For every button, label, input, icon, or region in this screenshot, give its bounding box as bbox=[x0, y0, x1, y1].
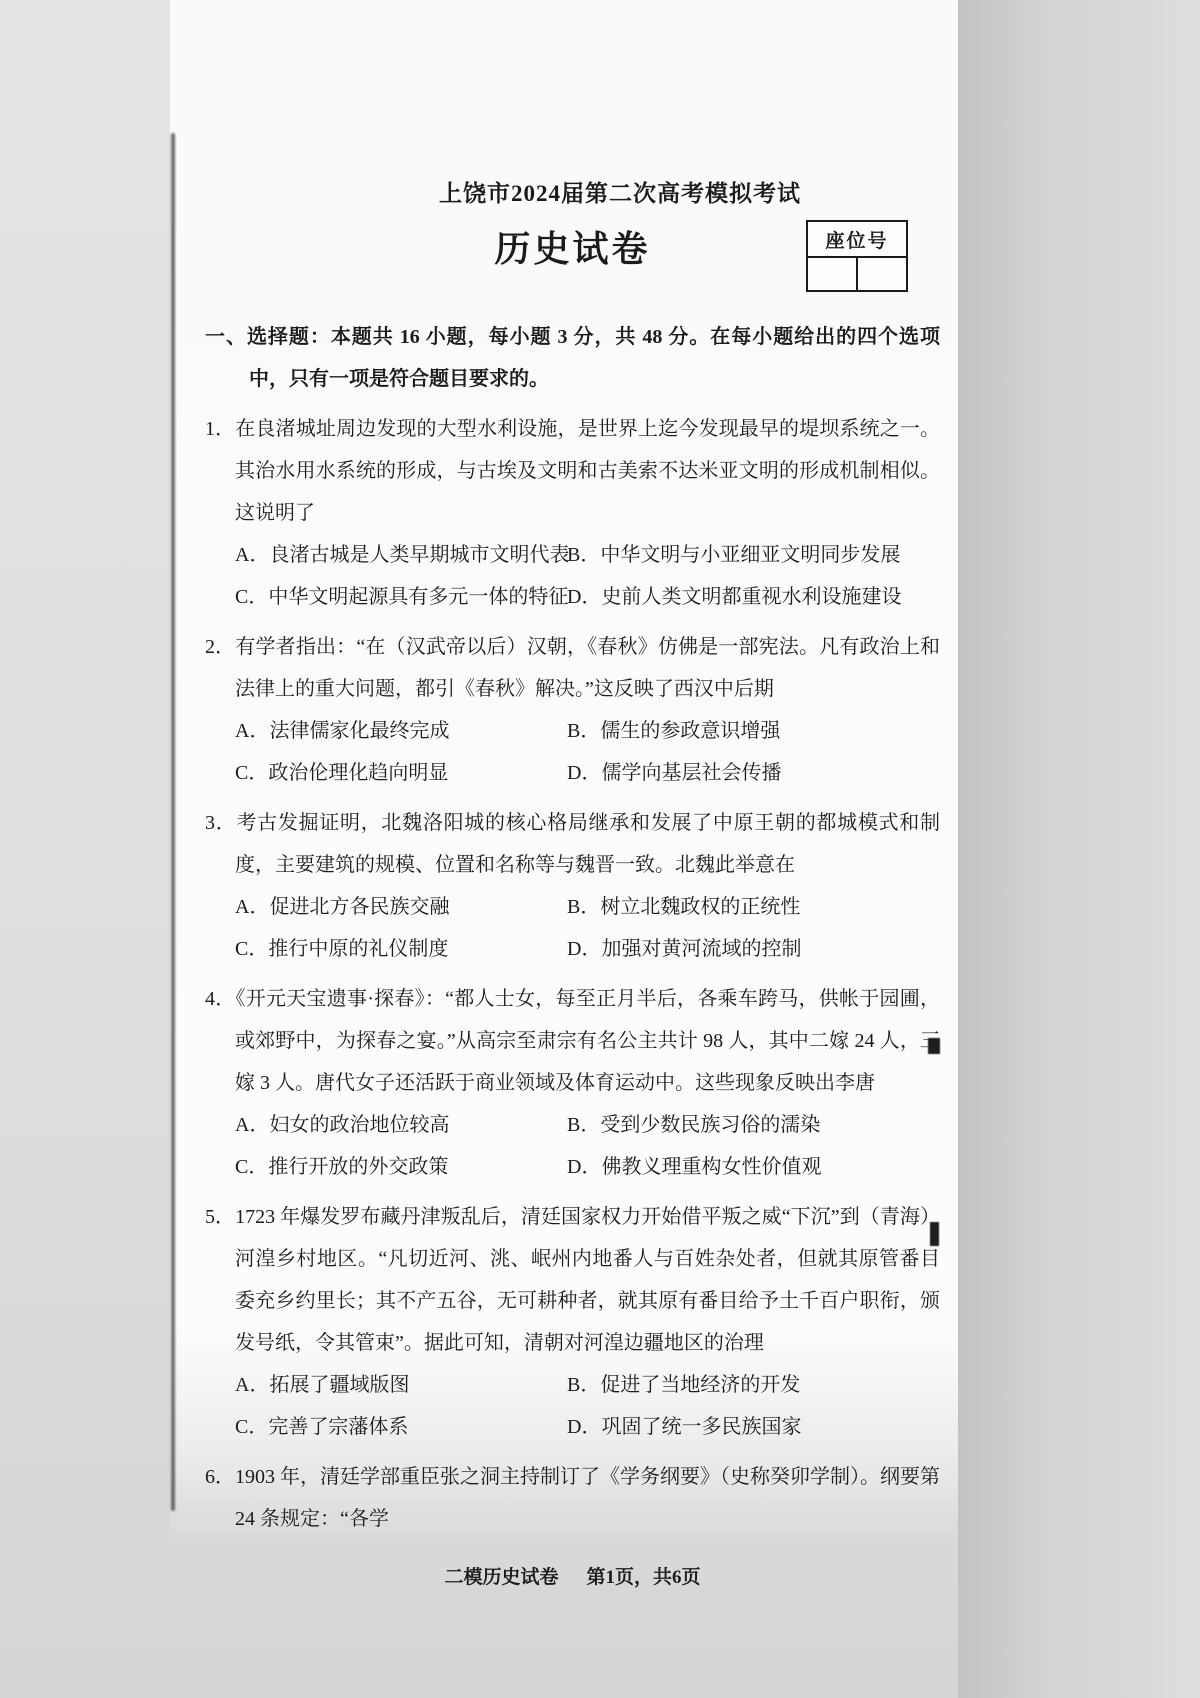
footer-document-name: 二模历史试卷 bbox=[444, 1567, 559, 1588]
option-b: B．受到少数民族习俗的濡染 bbox=[567, 1114, 821, 1136]
options bbox=[205, 1104, 940, 1188]
question-5 bbox=[205, 1196, 940, 1448]
footer-page-number: 第1页，共6页 bbox=[586, 1567, 701, 1588]
question-text: 考古发掘证明，北魏洛阳城的核心格局继承和发展了中原王朝的都城模式和制度，主要建筑的规模、位置和名称等与魏晋一致。北魏此举意在 bbox=[235, 812, 941, 876]
seat-number-label: 座位号 bbox=[808, 222, 906, 258]
question-stem bbox=[205, 626, 940, 710]
question-text: 1903 年，清廷学部重臣张之洞主持制订了《学务纲要》（史称癸卯学制）。纲要第 24 条规定：“各学 bbox=[235, 1466, 940, 1530]
option-c: C．政治伦理化趋向明显 bbox=[235, 762, 449, 784]
subject-title: 历史试卷 bbox=[494, 229, 651, 269]
question-list bbox=[205, 408, 940, 1540]
option-a: A．促进北方各民族交融 bbox=[235, 896, 450, 918]
question-6 bbox=[205, 1456, 940, 1540]
question-text: 1723 年爆发罗布藏丹津叛乱后，清廷国家权力开始借平叛之威“下沉”到（青海）河湟乡村地区。“凡切近河、洮、岷州内地番人与百姓杂处者，但就其原管番目委充乡约里长；其不产五谷，无可耕种者，就其原有番目给予土千百户职衔，颁发号纸，令其管束”。据此可知，清朝对河湟边疆地区的治理 bbox=[235, 1206, 940, 1354]
exam-title: 上饶市2024届第二次高考模拟考试 bbox=[439, 181, 801, 206]
option-d: D．儒学向基层社会传播 bbox=[567, 762, 782, 784]
scan-artifact-edge-line bbox=[171, 133, 175, 1511]
option-c: C．中华文明起源具有多元一体的特征 bbox=[235, 586, 569, 608]
option-a: A．妇女的政治地位较高 bbox=[235, 1114, 450, 1136]
question-number: 1． bbox=[205, 418, 236, 440]
question-stem bbox=[205, 802, 940, 886]
question-number: 6． bbox=[205, 1466, 235, 1488]
question-stem bbox=[205, 1196, 940, 1364]
question-1 bbox=[205, 408, 940, 618]
option-b: B．促进了当地经济的开发 bbox=[567, 1374, 801, 1396]
question-text: 《开元天宝遗事·探春》：“都人士女，每至正月半后，各乘车跨马，供帐于园圃，或郊野中，为探春之宴。”从高宗至肃宗有名公主共计 98 人，其中二嫁 24 人，三嫁 3 人。唐代女子还活跃于商业领域及体育运动中。这些现象反映出李唐 bbox=[235, 988, 940, 1094]
option-c: C．推行中原的礼仪制度 bbox=[235, 938, 449, 960]
option-b: B．中华文明与小亚细亚文明同步发展 bbox=[567, 544, 901, 566]
options bbox=[205, 534, 940, 618]
page-footer bbox=[205, 1562, 940, 1589]
option-d: D．佛教义理重构女性价值观 bbox=[567, 1156, 822, 1178]
option-c: C．完善了宗藩体系 bbox=[235, 1416, 409, 1438]
option-b: B．儒生的参政意识增强 bbox=[567, 720, 781, 742]
option-d: D．加强对黄河流域的控制 bbox=[567, 938, 802, 960]
option-b: B．树立北魏政权的正统性 bbox=[567, 896, 801, 918]
option-d: D．史前人类文明都重视水利设施建设 bbox=[567, 586, 902, 608]
options bbox=[205, 710, 940, 794]
question-text: 在良渚城址周边发现的大型水利设施，是世界上迄今发现最早的堤坝系统之一。其治水用水系统的形成，与古埃及文明和古美索不达米亚文明的形成机制相似。这说明了 bbox=[235, 418, 941, 524]
option-a: A．良渚古城是人类早期城市文明代表 bbox=[235, 544, 570, 566]
question-4 bbox=[205, 978, 940, 1188]
options bbox=[205, 886, 940, 970]
question-number: 3． bbox=[205, 812, 237, 834]
question-2 bbox=[205, 626, 940, 794]
question-number: 5． bbox=[205, 1206, 236, 1228]
scan-artifact-right-shadow bbox=[958, 0, 1200, 1698]
page-content bbox=[205, 0, 940, 1589]
option-a: A．拓展了疆域版图 bbox=[235, 1374, 410, 1396]
question-3 bbox=[205, 802, 940, 970]
question-stem bbox=[205, 978, 940, 1104]
options bbox=[205, 1364, 940, 1448]
section-instructions: 一、选择题：本题共 16 小题，每小题 3 分，共 48 分。在每小题给出的四个选项中，只有一项是符合题目要求的。 bbox=[205, 326, 940, 390]
option-a: A．法律儒家化最终完成 bbox=[235, 720, 450, 742]
question-number: 4． bbox=[205, 988, 236, 1010]
question-stem bbox=[205, 1456, 940, 1540]
question-stem bbox=[205, 408, 940, 534]
option-c: C．推行开放的外交政策 bbox=[235, 1156, 449, 1178]
option-d: D．巩固了统一多民族国家 bbox=[567, 1416, 802, 1438]
question-text: 有学者指出：“在（汉武帝以后）汉朝，《春秋》仿佛是一部宪法。凡有政治上和法律上的重大问题，都引《春秋》解决。”这反映了西汉中后期 bbox=[235, 636, 940, 700]
question-number: 2． bbox=[205, 636, 236, 658]
